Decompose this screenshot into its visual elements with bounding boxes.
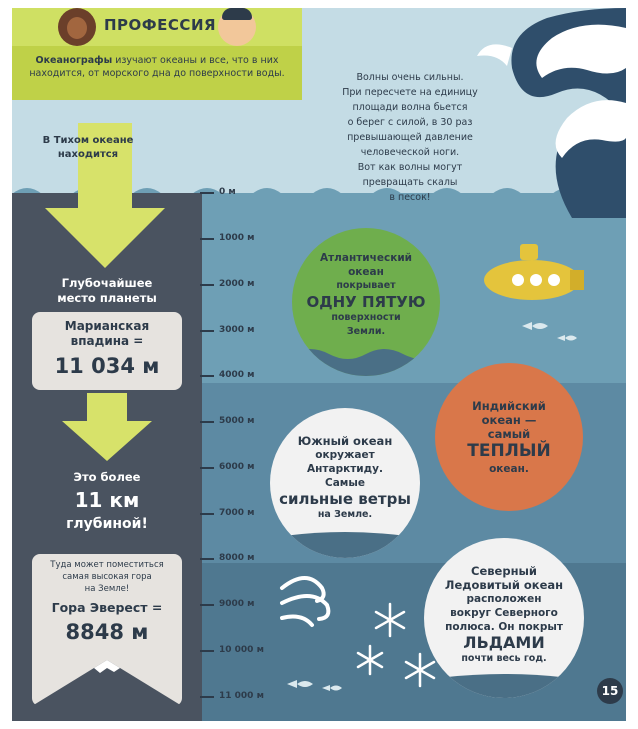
southern-line: Южный океан: [297, 434, 393, 448]
indian-line: ТЕПЛЫЙ: [467, 440, 551, 461]
atlantic-line: Атлантический: [319, 252, 413, 264]
southern-line: окружает: [315, 449, 375, 461]
wave-fact-line: площади волна бьется: [352, 102, 468, 113]
depth-tick: [200, 330, 214, 332]
trench-name: [32, 319, 182, 349]
page-number: 15: [597, 678, 623, 704]
wave-fact-line: о берег с силой, в 30 раз: [347, 117, 473, 128]
everest-intro: [34, 559, 180, 595]
depth-km: 11 км: [74, 488, 140, 512]
everest-name: Гора Эверест =: [51, 600, 163, 615]
depth-label: 5000 м: [219, 416, 255, 426]
pacific-intro: [32, 134, 144, 162]
depth-tick: [200, 421, 214, 423]
depth-tick: [200, 238, 214, 240]
depth-tick: [200, 696, 214, 698]
wave-fact-line: Волны очень сильны.: [356, 72, 464, 83]
southern-circle: [270, 408, 420, 558]
profession-description: изучают океаны и все, что в них находится, от морского дна до поверхности воды.: [29, 55, 285, 79]
arctic-line: ЛЬДАМИ: [463, 633, 545, 652]
atlantic-line: покрывает: [336, 280, 396, 291]
circle-wave: [292, 344, 440, 376]
trench-depth: 11 034 м: [54, 354, 160, 378]
indian-line: Индийский: [472, 398, 546, 413]
arctic-line: почти весь год.: [461, 653, 547, 664]
wave-fact-line: превращать скалы: [362, 177, 458, 188]
atlantic-text: [307, 251, 426, 339]
mountain-icon: [32, 656, 182, 706]
depth-label: 9000 м: [219, 599, 255, 609]
atlantic-line: Земли.: [346, 326, 386, 337]
southern-line: Антарктиду.: [307, 463, 383, 475]
arctic-line: Северный: [471, 564, 537, 578]
depth-tick: [200, 650, 214, 652]
depth-label: 4000 м: [219, 370, 255, 380]
atlantic-line: ОДНУ ПЯТУЮ: [306, 293, 426, 311]
atlantic-circle: [292, 228, 440, 376]
depth-label: 11 000 м: [219, 691, 264, 701]
arctic-line: Ледовитый океан: [444, 578, 564, 592]
more-than: Это более: [73, 470, 141, 484]
atlantic-line: океан: [348, 266, 384, 278]
everest-intro-line: самая высокая гора: [62, 572, 152, 582]
everest-intro-line: Туда может поместиться: [50, 560, 164, 570]
wind-icon: [277, 563, 337, 633]
depth-tick: [200, 284, 214, 286]
depth-label: 3000 м: [219, 325, 255, 335]
southern-line: сильные ветры: [279, 490, 411, 508]
trench-name-line: впадина =: [70, 334, 144, 348]
southern-line: Самые: [324, 477, 365, 489]
depth-label: 2000 м: [219, 279, 255, 289]
arrow-down-icon-2: [57, 393, 157, 463]
arctic-line: полюса. Он покрыт: [445, 621, 563, 633]
fish-icons: [512, 316, 592, 346]
circle-wave: [424, 672, 584, 698]
depth-label: 8000 м: [219, 553, 255, 563]
indian-text: [467, 399, 550, 476]
depth-label: 6000 м: [219, 462, 255, 472]
depth-label: 0 м: [219, 187, 236, 197]
southern-text: [279, 434, 411, 522]
depth-tick: [200, 558, 214, 560]
deepest-line: место планеты: [57, 291, 157, 305]
depth-word: глубиной!: [66, 516, 148, 532]
everest-height: 8848 м: [65, 620, 149, 644]
depth-label: 10 000 м: [219, 645, 264, 655]
profession-text: [18, 54, 296, 80]
deepest-line: Глубочайшее: [61, 276, 153, 290]
arctic-circle: [424, 538, 584, 698]
indian-line: океан.: [489, 462, 529, 475]
atlantic-line: поверхности: [331, 312, 401, 323]
trench-name-line: Марианская: [64, 319, 150, 333]
fish-icons-2: [282, 676, 352, 696]
wave-fact-line: При пересчете на единицу: [342, 87, 478, 98]
depth-tick: [200, 467, 214, 469]
arctic-text: [445, 564, 563, 666]
wave-fact-line: в песок!: [389, 192, 431, 203]
deepest-place: [22, 276, 192, 306]
profession-title: ПРОФЕССИЯ: [104, 16, 217, 34]
infographic-page: [12, 8, 626, 721]
depth-label: 7000 м: [219, 508, 255, 518]
boy-face-icon: [218, 8, 256, 46]
indian-line: океан —: [481, 412, 537, 427]
depth-label: 1000 м: [219, 233, 255, 243]
depth-tick: [200, 513, 214, 515]
indian-line: самый: [487, 426, 531, 441]
circle-wave: [270, 530, 420, 558]
wave-fact-line: человеческой ноги.: [360, 147, 460, 158]
submarine-icon: [470, 240, 590, 310]
girl-face-icon: [58, 8, 96, 46]
pacific-intro-line: находится: [57, 149, 119, 160]
arctic-line: расположен: [466, 593, 542, 605]
everest-intro-line: на Земле!: [84, 584, 130, 594]
depth-tick: [200, 604, 214, 606]
pacific-intro-line: В Тихом океане: [42, 135, 134, 146]
wave-fact: [330, 70, 490, 205]
arctic-line: вокруг Северного: [450, 607, 558, 619]
wave-fact-line: Вот как волны могут: [357, 162, 463, 173]
southern-line: на Земле.: [317, 509, 373, 520]
depth-tick: [200, 375, 214, 377]
indian-circle: [435, 363, 583, 511]
profession-term: Океанографы: [35, 55, 113, 66]
depth-tick: [200, 192, 214, 194]
wave-fact-line: превышающей давление: [347, 132, 473, 143]
